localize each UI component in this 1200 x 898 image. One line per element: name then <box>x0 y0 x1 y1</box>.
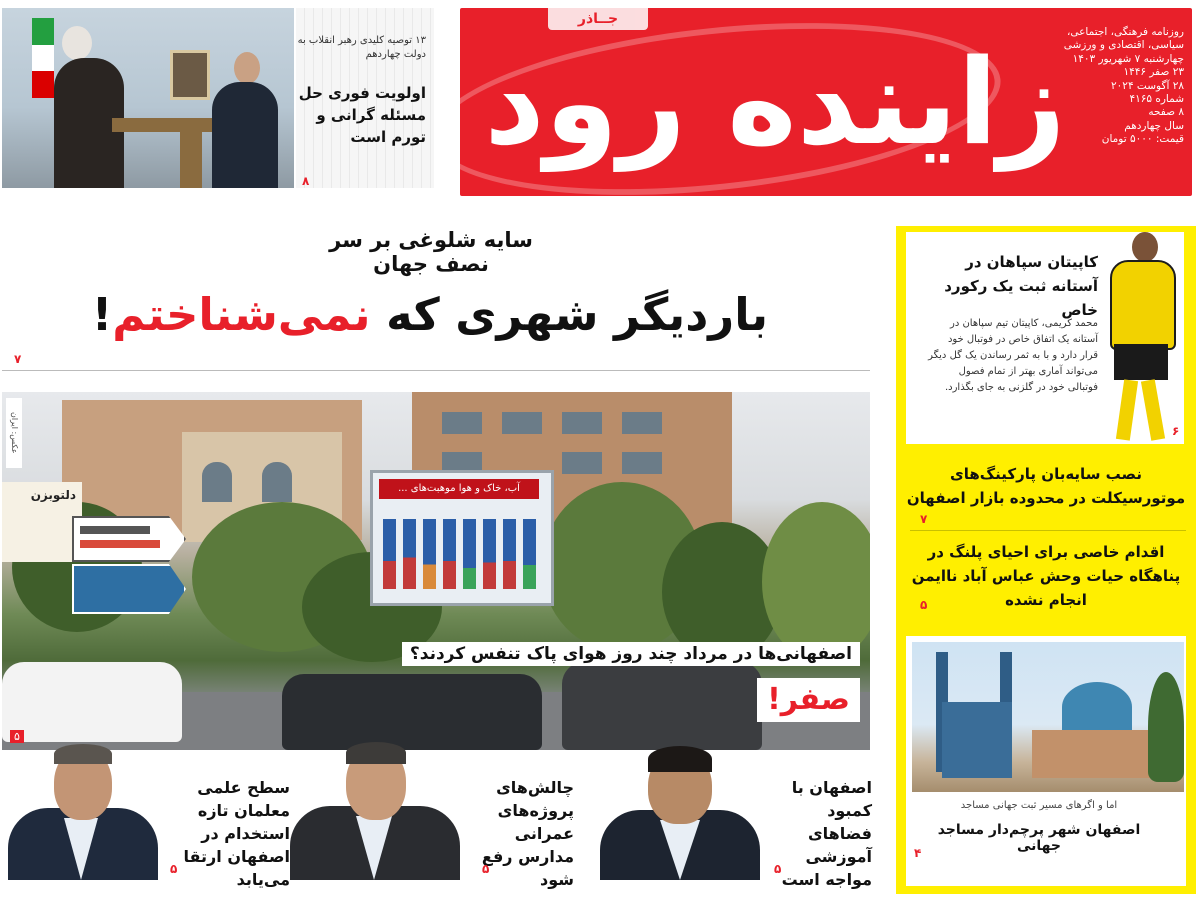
portrait-frame <box>170 50 210 100</box>
info-line: سیاسی، اقتصادی و ورزشی <box>1063 39 1184 52</box>
suited-figure <box>212 82 278 188</box>
head <box>234 52 260 84</box>
photo-credit: عکس: ایران <box>6 398 22 468</box>
main-photo[interactable] <box>2 392 870 750</box>
info-line: سال چهاردهم <box>1124 119 1184 132</box>
turban <box>62 26 92 60</box>
player-page-number: ۶ <box>1172 424 1180 438</box>
info-line: قیمت: ۵۰۰۰ تومان <box>1101 133 1184 146</box>
divider <box>2 370 870 371</box>
player-leg <box>1141 379 1165 441</box>
window <box>562 452 602 474</box>
teaser-kicker: ۱۳ توصیه کلیدی رهبر انقلاب به دولت چهاردهم <box>297 35 426 60</box>
road-sign <box>72 516 186 562</box>
player-leg <box>1116 379 1138 440</box>
masthead-mini-logo: جــاذر <box>548 8 648 30</box>
table-leg <box>180 132 202 188</box>
story-photo[interactable] <box>594 740 764 880</box>
window <box>622 412 662 434</box>
window <box>502 412 542 434</box>
info-line: ۲۳ صفر ۱۴۴۶ <box>1123 66 1184 79</box>
teaser-photo[interactable] <box>2 8 294 188</box>
white-car <box>2 662 182 742</box>
info-line: چهارشنبه ۷ شهریور ۱۴۰۳ <box>1072 52 1184 65</box>
story-page-number: ۵ <box>170 862 178 876</box>
divider <box>910 530 1186 531</box>
portal <box>942 702 1012 778</box>
dome <box>1062 682 1132 732</box>
hair <box>648 746 712 772</box>
player-jersey <box>1110 260 1176 350</box>
masthead <box>460 8 1192 196</box>
player-story-title[interactable]: کاپیتان سپاهان در آستانه ثبت یک رکورد خاص <box>944 253 1098 319</box>
player-story-body: محمد کریمی، کاپیتان تیم سپاهان در آستانه یک اتفاق خاص در فوتبال خود قرار دارد و با به ثمر رساندن یک گل دیگر می‌تواند آماری بهتر از تمام فصول فوتبالی خود در گلزنی به جای بگذارد. <box>928 318 1098 393</box>
road-sign <box>72 564 186 614</box>
hair <box>346 742 406 764</box>
info-line: ۲۸ آگوست ۲۰۲۴ <box>1111 79 1184 92</box>
mosque-kicker: اما و اگرهای مسیر ثبت جهانی مساجد <box>960 800 1118 811</box>
teaser-title[interactable]: اولویت فوری حل مسئله گرانی و تورم است <box>298 84 426 146</box>
story-page-number: ۵ <box>774 862 782 876</box>
player-shorts <box>1114 344 1168 380</box>
headline-end: ! <box>91 288 113 341</box>
window <box>442 412 482 434</box>
mosque-photo[interactable] <box>912 642 1184 792</box>
air-quality-billboard <box>370 470 554 606</box>
story-photo[interactable] <box>286 740 462 880</box>
headline-black-part: باردیگر شهری که <box>386 288 768 341</box>
photo-headline[interactable]: صفر! <box>757 678 860 722</box>
teaser-box[interactable] <box>296 8 434 188</box>
newspaper-logo: زاینده رود <box>484 33 1066 171</box>
billboard-gauges <box>379 505 539 595</box>
parking-story[interactable]: نصب سایه‌بان پارکینگ‌های موتورسیکلت در محدوده بازار اصفهان <box>906 465 1186 507</box>
window <box>622 452 662 474</box>
story-headline[interactable]: چالش‌های پروژه‌های عمرانی مدارس رفع شود <box>481 778 574 889</box>
window <box>202 462 232 502</box>
headline-red-part: نمی‌شناختم <box>112 288 371 341</box>
main-headline[interactable] <box>91 280 768 350</box>
table <box>112 118 212 132</box>
tree <box>1148 672 1184 782</box>
masthead-info <box>1063 26 1184 147</box>
mosque-title[interactable]: اصفهان شهر پرچم‌دار مساجد جهانی <box>937 822 1141 854</box>
leopard-page-number: ۵ <box>920 598 928 612</box>
teaser-page-number: ۸ <box>302 174 310 188</box>
window <box>562 412 602 434</box>
window <box>262 462 292 502</box>
flag <box>32 18 54 98</box>
story-headline[interactable]: سطح علمی معلمان تازه استخدام در اصفهان ارتقا می‌یابد <box>183 778 290 889</box>
hair <box>54 744 112 764</box>
main-kicker: سایه شلوغی بر سر نصف جهان <box>329 228 533 276</box>
mosque-page-number: ۴ <box>914 846 922 860</box>
info-line: شماره ۴۱۶۵ <box>1129 93 1184 106</box>
info-line: روزنامه فرهنگی، اجتماعی، <box>1067 26 1184 38</box>
info-line: ۸ صفحه <box>1148 106 1184 119</box>
photo-subtitle[interactable]: اصفهانی‌ها در مرداد چند روز هوای پاک تنفس کردند؟ <box>402 642 860 666</box>
headline-page-number: ۷ <box>14 352 22 366</box>
story-page-number: ۵ <box>482 862 490 876</box>
parking-page-number: ۷ <box>920 512 928 526</box>
tree <box>762 502 870 662</box>
photo-page-number: ۵ <box>10 730 24 743</box>
story-headline[interactable]: اصفهان با کمبود فضاهای آموزشی مواجه است <box>781 778 872 889</box>
player-head <box>1132 232 1158 262</box>
leopard-story[interactable]: اقدام خاصی برای احیای پلنگ در پناهگاه حیات وحش عباس آباد ناایمن انجام نشده <box>911 543 1181 609</box>
story-photo[interactable] <box>6 740 158 880</box>
shop-sign: دلتوبزن <box>2 482 82 562</box>
billboard-title: آب، خاک و هوا موهبت‌های ... <box>379 479 539 499</box>
dark-car <box>282 674 542 750</box>
dark-car <box>562 662 762 750</box>
